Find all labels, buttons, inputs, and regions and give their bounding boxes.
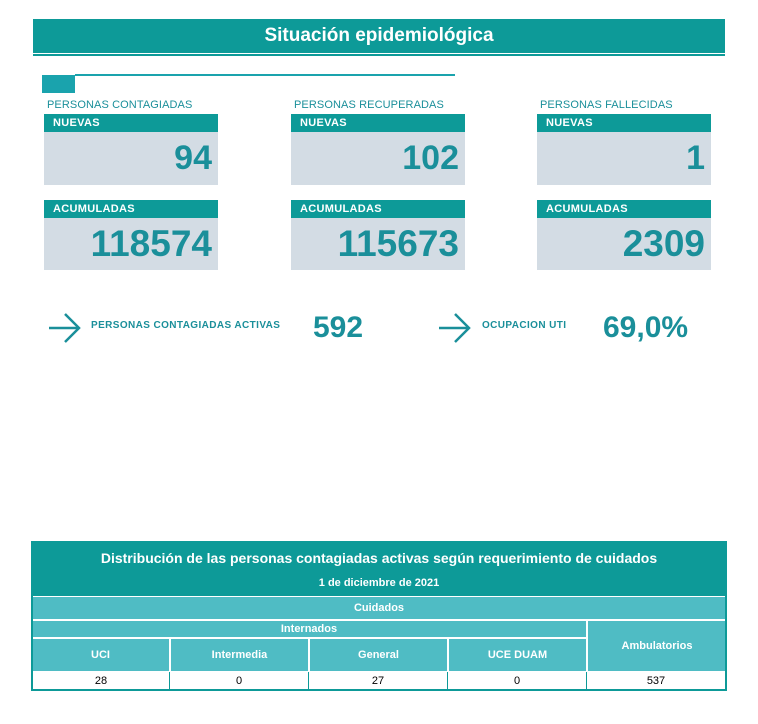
table-cell: 27 [309, 672, 448, 689]
category-label-deceased: PERSONAS FALLECIDAS [540, 99, 673, 111]
table-cell: 537 [587, 672, 725, 689]
table-group-header: Cuidados [31, 596, 727, 620]
page-title: Situación epidemiológica [264, 25, 494, 46]
title-underline [33, 54, 725, 56]
care-distribution-table [31, 541, 727, 691]
decorative-bar-line [75, 74, 455, 76]
table-cell: 0 [448, 672, 587, 689]
cum-value-infected: 118574 [44, 218, 218, 270]
cum-label-deceased: ACUMULADAS [537, 200, 711, 218]
new-label-deceased: NUEVAS [537, 114, 711, 132]
new-label-infected: NUEVAS [44, 114, 218, 132]
table-subgroup-header: Internados [31, 620, 587, 638]
table-title-block [31, 541, 727, 596]
new-value-recovered: 102 [291, 132, 465, 185]
table-date: 1 de diciembre de 2021 [318, 577, 440, 589]
cum-value-recovered: 115673 [291, 218, 465, 270]
icu-occupancy-label: OCUPACION UTI [482, 320, 567, 331]
table-column-header: Intermedia [170, 638, 309, 672]
table-column-header: UCE DUAM [448, 638, 587, 672]
icu-occupancy-value: 69,0% [603, 311, 689, 344]
page-title-banner [33, 19, 725, 53]
active-infected-value: 592 [313, 311, 364, 344]
arrow-right-icon [47, 311, 83, 345]
cum-label-recovered: ACUMULADAS [291, 200, 465, 218]
table-title: Distribución de las personas contagiadas activas según requerimiento de cuidados [100, 550, 658, 566]
cum-label-infected: ACUMULADAS [44, 200, 218, 218]
new-value-deceased: 1 [537, 132, 711, 185]
table-column-header: UCI [31, 638, 170, 672]
category-label-recovered: PERSONAS RECUPERADAS [294, 99, 444, 111]
table-cell: 0 [170, 672, 309, 689]
active-infected-label: PERSONAS CONTAGIADAS ACTIVAS [91, 320, 281, 331]
arrow-right-icon [437, 311, 473, 345]
table-column-header: General [309, 638, 448, 672]
new-label-recovered: NUEVAS [291, 114, 465, 132]
category-label-infected: PERSONAS CONTAGIADAS [47, 99, 193, 111]
new-value-infected: 94 [44, 132, 218, 185]
table-cell: 28 [33, 672, 170, 689]
cum-value-deceased: 2309 [537, 218, 711, 270]
table-column-header: Ambulatorios [587, 620, 727, 672]
decorative-bar-block [42, 75, 75, 93]
